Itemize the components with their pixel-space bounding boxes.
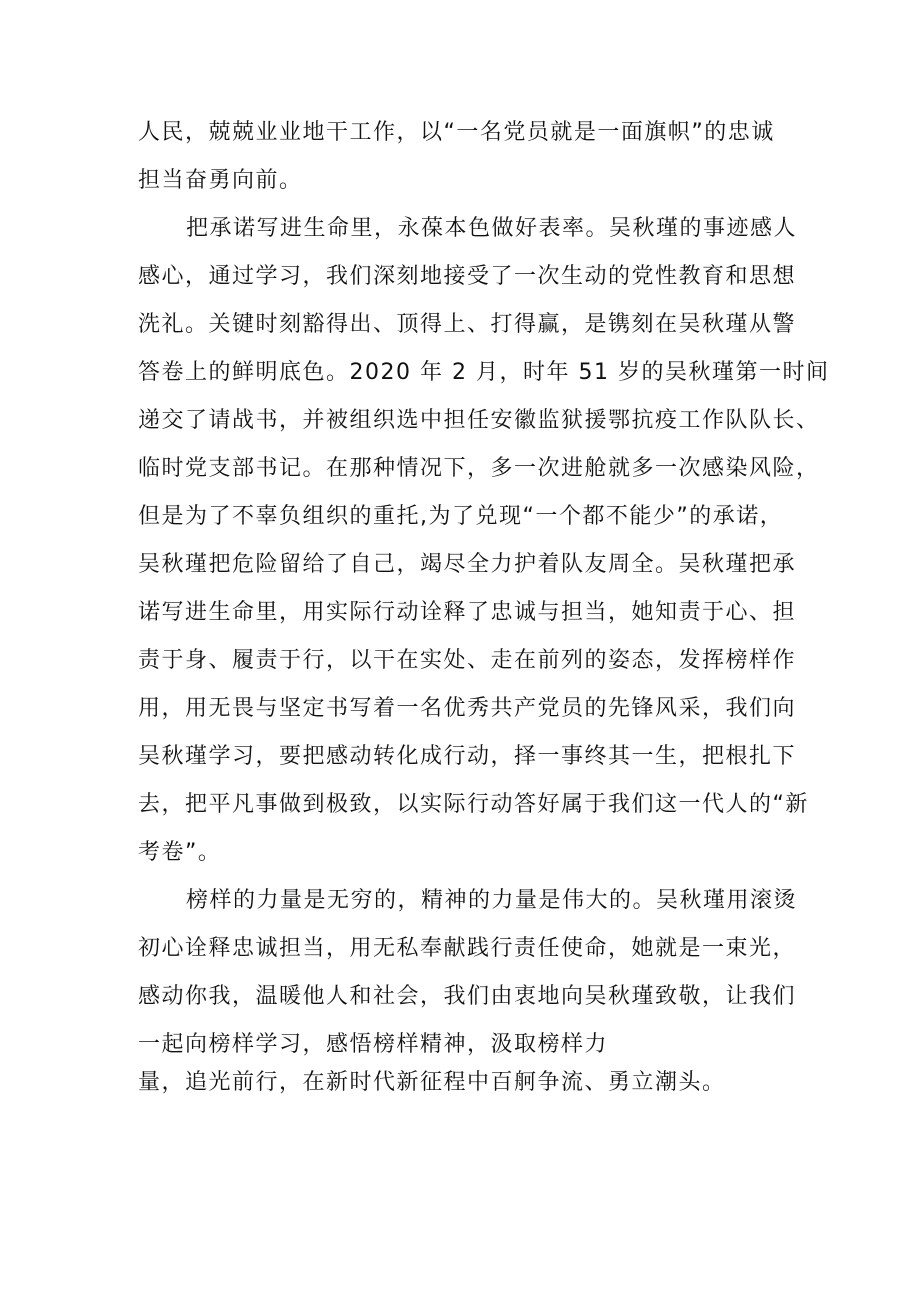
paragraph-line: 一起向榜样学习，感悟榜样精神，汲取榜样力 — [138, 1032, 609, 1057]
paragraph-line: 量，追光前行，在新时代新征程中百舸争流、勇立潮头。 — [138, 1070, 726, 1095]
paragraph-line: 吴秋瑾学习，要把感动转化成行动，择一事终其一生，把根扎下 — [138, 744, 797, 769]
paragraph-line: 临时党支部书记。在那种情况下，多一次进舱就多一次感染风险， — [138, 456, 820, 481]
paragraph-line: 但是为了不辜负组织的重托,为了兑现“一个都不能少”的承诺， — [138, 504, 784, 529]
paragraph-line: 答卷上的鲜明底色。2020 年 2 月，时年 51 岁的吴秋瑾第一时间 — [138, 360, 830, 385]
paragraph-line: 感动你我，温暖他人和社会，我们由衷地向吴秋瑾致敬，让我们 — [138, 984, 797, 1009]
paragraph-line: 感心，通过学习，我们深刻地接受了一次生动的党性教育和思想 — [138, 264, 797, 289]
paragraph-line: 初心诠释忠诚担当，用无私奉献践行责任使命，她就是一束光， — [138, 936, 797, 961]
paragraph-line: 用，用无畏与坚定书写着一名优秀共产党员的先锋风采，我们向 — [138, 696, 797, 721]
paragraph-line: 榜样的力量是无穷的，精神的力量是伟大的。吴秋瑾用滚烫 — [186, 888, 798, 913]
paragraph-line: 把承诺写进生命里，永葆本色做好表率。吴秋瑾的事迹感人 — [186, 216, 798, 241]
paragraph-line: 责于身、履责于行，以干在实处、走在前列的姿态，发挥榜样作 — [138, 648, 797, 673]
paragraph-line: 诺写进生命里，用实际行动诠释了忠诚与担当，她知责于心、担 — [138, 600, 797, 625]
paragraph-line: 考卷”。 — [138, 840, 222, 865]
paragraph-line: 担当奋勇向前。 — [138, 168, 303, 193]
paragraph-line: 递交了请战书，并被组织选中担任安徽监狱援鄂抗疫工作队队长、 — [138, 408, 820, 433]
paragraph-line: 吴秋瑾把危险留给了自己，竭尽全力护着队友周全。吴秋瑾把承 — [138, 552, 797, 577]
paragraph-line: 去，把平凡事做到极致，以实际行动答好属于我们这一代人的“新 — [138, 792, 809, 817]
paragraph-line: 洗礼。关键时刻豁得出、顶得上、打得赢，是镌刻在吴秋瑾从警 — [138, 312, 797, 337]
paragraph-line: 人民，兢兢业业地干工作，以“一名党员就是一面旗帜”的忠诚 — [138, 120, 775, 145]
